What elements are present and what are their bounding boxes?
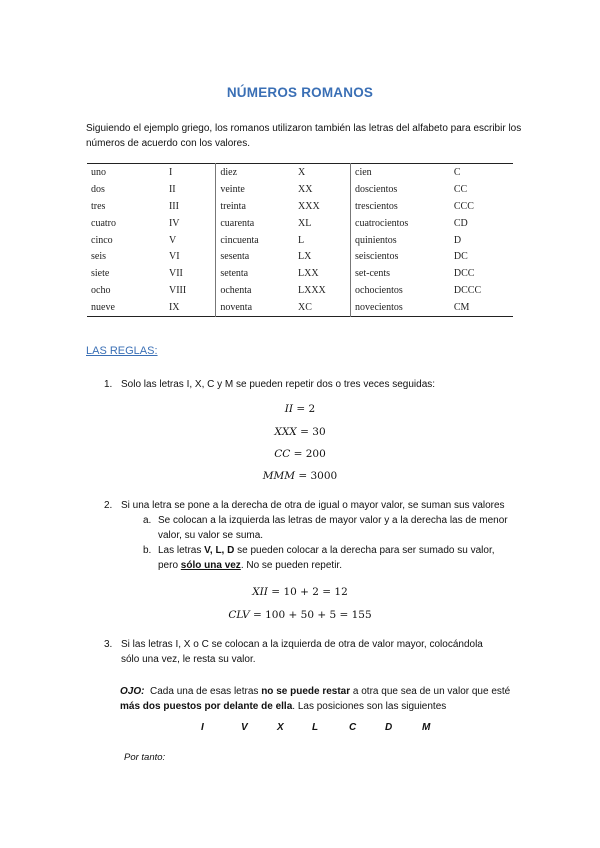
table-cell: setenta [216,265,294,282]
table-cell: LXXX [298,285,326,297]
table-cell: veinte [216,181,294,198]
page-title: NÚMEROS ROMANOS [226,85,374,100]
table-cell: DCCC [453,285,482,297]
table-cell: IV [168,217,180,229]
roman-numerals-table [87,163,513,317]
table-cell: cincuenta [216,232,294,249]
example-cc [0,448,600,460]
table-cell: cien [351,164,450,181]
rule-2a-text: Se colocan a la izquierda las letras de mayor valor y a la derecha las de menor valor, su valor se suma. [158,515,508,541]
example-mmm [0,470,600,482]
example-xxx-rhs: = 30 [296,426,326,438]
table-cell: D [453,234,462,246]
rule-2b-letters: V, L, D [204,545,235,556]
rule-2a-marker: a. [143,515,152,526]
table-cell: uno [91,166,106,178]
table-cell: I [168,166,173,178]
example-cc-lhs: CC [274,448,291,460]
table-cell: diez [216,164,294,181]
table-cell: cuatrocientos [351,215,450,232]
table-cell: dos [91,183,105,195]
table-cell: XX [298,183,313,195]
table-cell: cinco [91,234,113,246]
rule-1-number: 1. [104,379,113,390]
ojo-pre: Cada una de esas letras [144,686,262,697]
table-row [87,198,513,215]
table-cell: seiscientos [351,248,450,265]
rule-1-text: Solo las letras I, X, C y M se pueden repetir dos o tres veces seguidas: [121,379,436,390]
rule-2b-emph: sólo una vez [180,560,241,571]
table-cell: IX [168,302,180,314]
table-cell: set-cents [351,265,450,282]
table-cell: VII [168,268,183,280]
position-letter-x: X [277,722,284,733]
table-cell: novecientos [351,299,450,316]
ojo-post: . Las posiciones son las siguientes [292,701,447,712]
rule-2b-text [158,543,508,573]
table-cell: XXX [298,200,320,212]
table-row [87,265,513,282]
example-clv-lhs: CLV [228,609,250,621]
example-mmm-lhs: MMM [262,470,296,482]
table-cell: X [298,166,306,178]
position-letter-c: C [349,722,357,733]
table-cell: XL [298,217,312,229]
table-row [87,299,513,316]
position-letter-i: I [201,722,204,733]
example-ii [0,403,600,415]
example-clv [0,609,600,621]
table-cell: XC [298,302,312,314]
ojo-mid: a otra que sea de un valor que esté [350,686,511,697]
table-cell: trescientos [351,198,450,215]
table-cell: doscientos [351,181,450,198]
rule-2b-mid: se pueden colocar a la derecha para ser sumado su valor, pero [158,545,495,571]
example-mmm-rhs: = 3000 [295,470,338,482]
ojo-label: OJO: [120,686,145,697]
table-cell: CCC [453,200,474,212]
table-cell: LXX [298,268,319,280]
table-cell: DCC [453,268,475,280]
table-cell: III [168,200,179,212]
table-cell: II [168,183,176,195]
example-xii [0,586,600,598]
position-letter-l: L [312,722,319,733]
rule-2b-pre: Las letras [158,545,205,556]
table-cell: seis [91,251,106,263]
example-xxx-lhs: XXX [274,426,297,438]
ojo-note [120,684,520,714]
position-letter-v: V [241,722,248,733]
position-letter-m: M [422,722,431,733]
table-cell: cuarenta [216,215,294,232]
example-ii-rhs: = 2 [293,403,316,415]
table-cell: L [298,234,305,246]
table-row [87,282,513,299]
table-cell: cuatro [91,217,116,229]
table-row [87,248,513,265]
table-cell: siete [91,268,110,280]
table-cell: VIII [168,285,187,297]
rule-2-number: 2. [104,500,113,511]
rule-2b-post: . No se pueden repetir. [240,560,342,571]
table-cell: CM [453,302,470,314]
example-ii-lhs: II [284,403,294,415]
example-xii-lhs: XII [252,586,268,598]
table-cell: ochocientos [351,282,450,299]
table-cell: CC [453,183,468,195]
table-cell: ochenta [216,282,294,299]
table-cell: V [168,234,177,246]
rule-2b-marker: b. [143,545,152,556]
por-tanto-label: Por tanto: [124,752,166,763]
example-cc-rhs: = 200 [290,448,326,460]
ojo-bold-1: no se puede restar [261,686,351,697]
table-cell: nueve [91,302,115,314]
table-row [87,164,513,181]
table-cell: noventa [216,299,294,316]
table-cell: DC [453,251,468,263]
table-cell: sesenta [216,248,294,265]
table-cell: treinta [216,198,294,215]
example-clv-rhs: = 100 + 50 + 5 = 155 [249,609,372,621]
ojo-bold-2: más dos puestos por delante de ella [120,701,293,712]
rule-3-number: 3. [104,639,113,650]
position-letter-d: D [385,722,393,733]
table-cell: tres [91,200,106,212]
table-row [87,215,513,232]
table-row [87,181,513,198]
reglas-heading: LAS REGLAS: [86,345,158,357]
table-cell: CD [453,217,468,229]
table-row [87,232,513,249]
table-cell: LX [298,251,312,263]
table-cell: C [453,166,461,178]
rule-3-text: Si las letras I, X o C se colocan a la izquierda de otra de valor mayor, colocándola sólo una vez, le resta su valor. [121,639,483,665]
table-cell: ocho [91,285,111,297]
intro-paragraph: Siguiendo el ejemplo griego, los romanos utilizaron también las letras del alfabeto para escribir los números de acuerdo con los valores. [86,123,522,149]
rule-2-text: Si una letra se pone a la derecha de otra de igual o mayor valor, se suman sus valores [121,500,505,511]
example-xii-rhs: = 10 + 2 = 12 [267,586,348,598]
table-cell: VI [168,251,180,263]
example-xxx [0,426,600,438]
table-cell: quinientos [351,232,450,249]
